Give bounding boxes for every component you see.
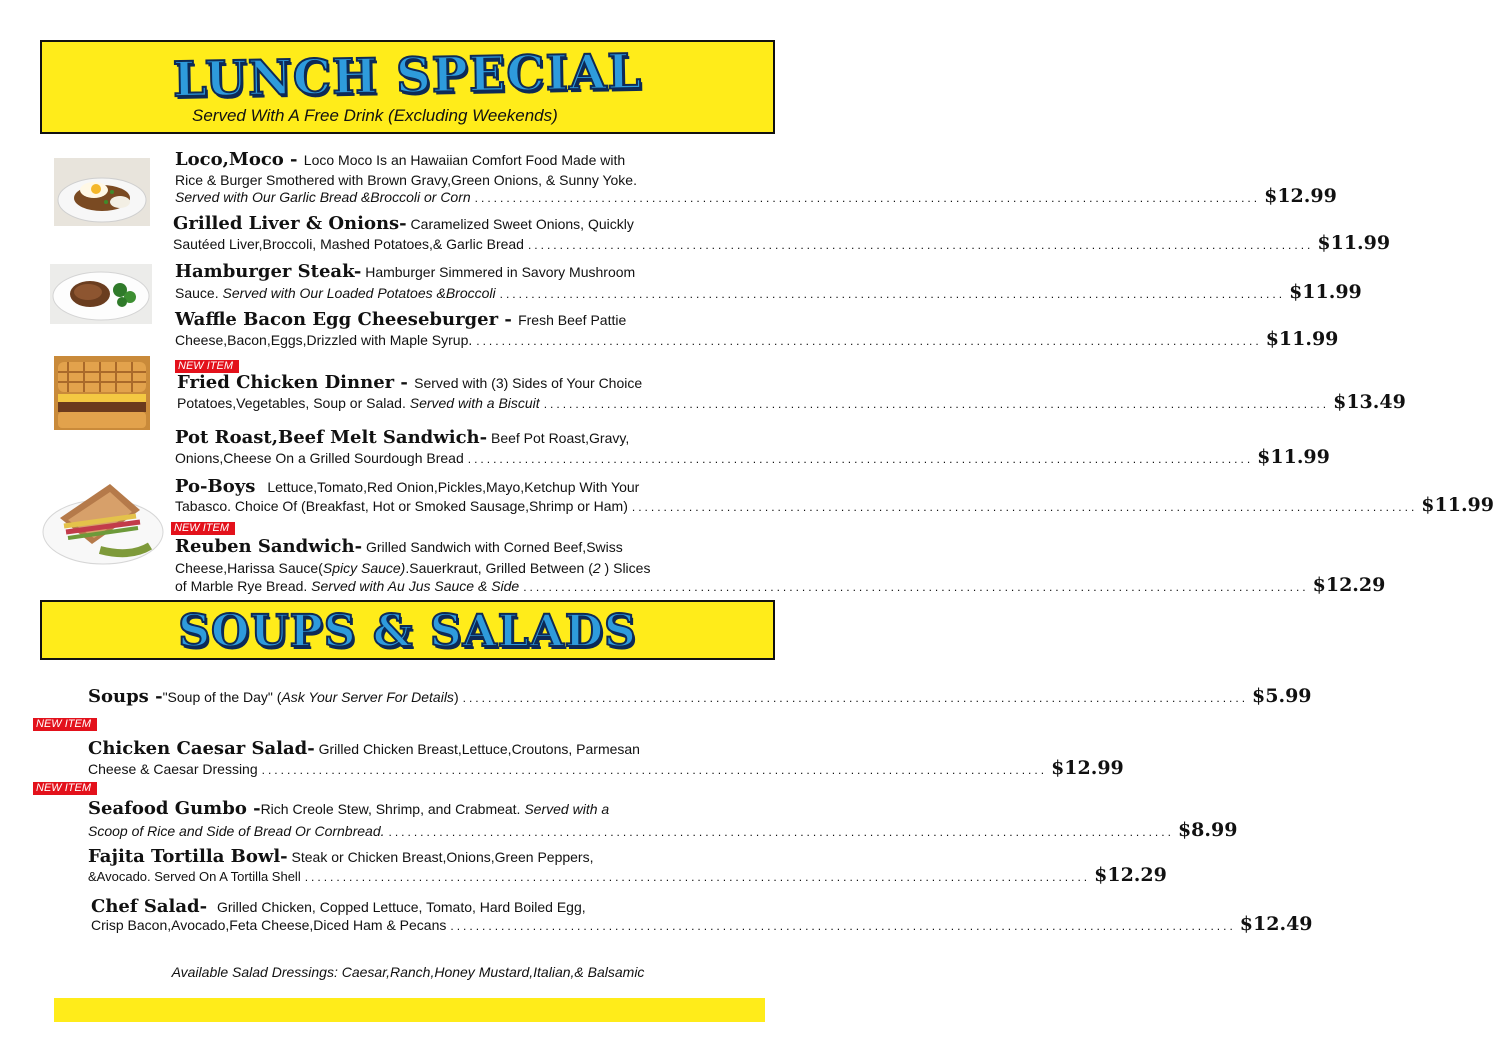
item-description: Lettuce,Tomato,Red Onion,Pickles,Mayo,Ketchup With Your bbox=[267, 479, 640, 495]
menu-item-chicken-caesar bbox=[88, 740, 640, 758]
item-price: $5.99 bbox=[1252, 685, 1312, 707]
dot-leader: ............................................................................................................................ bbox=[388, 825, 1174, 839]
dot-leader: ............................................................................................................................ bbox=[462, 691, 1249, 705]
hamburger-steak-photo bbox=[50, 264, 152, 324]
item-description: ) Slices bbox=[600, 560, 651, 576]
dot-leader: ............................................................................................................................ bbox=[523, 580, 1309, 594]
item-name: Soups - bbox=[88, 686, 163, 707]
item-description-italic: Spicy Sauce) bbox=[322, 560, 406, 576]
dot-leader: ............................................................................................................................ bbox=[543, 397, 1330, 411]
item-description-italic: 2 bbox=[592, 560, 601, 576]
item-description: Grilled Sandwich with Corned Beef,Swiss bbox=[362, 539, 623, 555]
item-price: $11.99 bbox=[1289, 281, 1362, 303]
item-description: Caramelized Sweet Onions, Quickly bbox=[406, 216, 634, 232]
menu-item-reuben bbox=[175, 538, 623, 556]
item-description: Potatoes,Vegetables, Soup or Salad. bbox=[177, 395, 410, 411]
item-price: $12.99 bbox=[1051, 757, 1124, 779]
item-description: Beef Pot Roast,Gravy, bbox=[487, 430, 630, 446]
item-name: Reuben Sandwich- bbox=[175, 536, 363, 557]
item-description: Cheese & Caesar Dressing bbox=[88, 761, 258, 777]
item-description: "Soup of the Day" ( bbox=[162, 689, 282, 705]
item-description: of Marble Rye Bread. bbox=[175, 578, 312, 594]
item-description: Tabasco. Choice Of (Breakfast, Hot or Smoked Sausage,Shrimp or Ham) bbox=[175, 498, 628, 514]
item-price-line bbox=[175, 574, 1386, 596]
item-description: Onions,Cheese On a Grilled Sourdough Bread bbox=[175, 450, 464, 466]
item-price: $12.99 bbox=[1264, 185, 1337, 207]
new-item-badge: NEW ITEM bbox=[171, 522, 235, 535]
menu-item-hamburger-steak bbox=[175, 263, 635, 281]
item-description: Cheese,Bacon,Eggs,Drizzled with Maple Syrup. bbox=[175, 332, 473, 348]
item-description: Rich Creole Stew, Shrimp, and Crabmeat. bbox=[260, 801, 525, 817]
item-description-line: Rice & Burger Smothered with Brown Gravy,Green Onions, & Sunny Yoke. bbox=[175, 172, 637, 188]
menu-item-po-boys bbox=[175, 478, 639, 496]
item-name: Waffle Bacon Egg Cheeseburger - bbox=[175, 309, 519, 330]
item-price-line bbox=[177, 391, 1406, 413]
item-description: .Sauerkraut, Grilled Between ( bbox=[405, 560, 593, 576]
item-name: Pot Roast,Beef Melt Sandwich- bbox=[175, 427, 488, 448]
menu-item-fried-chicken bbox=[177, 374, 642, 392]
menu-item-waffle-cheeseburger bbox=[175, 311, 626, 329]
dot-leader: ............................................................................................................................ bbox=[499, 287, 1286, 301]
item-description: Sauce. bbox=[175, 285, 223, 301]
item-description-italic: Served with Au Jus Sauce & Side bbox=[311, 578, 520, 594]
item-price: $11.99 bbox=[1421, 494, 1494, 516]
soups-salads-title: SOUPS & SALADS bbox=[178, 606, 637, 657]
item-price: $8.99 bbox=[1177, 819, 1238, 841]
menu-item-seafood-gumbo bbox=[88, 800, 609, 818]
item-description-italic: Ask Your Server For Details bbox=[281, 689, 454, 705]
item-description-italic: Scoop of Rice and Side of Bread Or Cornbread. bbox=[88, 823, 385, 839]
menu-item-soups bbox=[88, 685, 1312, 707]
item-name: Chef Salad- bbox=[91, 896, 208, 917]
item-price: $11.99 bbox=[1265, 328, 1339, 350]
footer-bar bbox=[54, 998, 765, 1022]
waffle-cheeseburger-photo bbox=[54, 356, 150, 430]
item-price-line bbox=[175, 185, 1337, 207]
item-description: &Avocado. Served On A Tortilla Shell bbox=[88, 869, 301, 884]
lunch-special-subtitle: Served With A Free Drink (Excluding Weekends) bbox=[192, 106, 558, 125]
dot-leader: ............................................................................................................................ bbox=[476, 334, 1262, 348]
menu-item-loco-moco bbox=[175, 151, 625, 169]
dot-leader: ............................................................................................................................ bbox=[450, 919, 1236, 933]
item-price-line bbox=[175, 281, 1362, 303]
item-description: Cheese,Harissa Sauce( bbox=[175, 560, 323, 576]
item-name: Chicken Caesar Salad- bbox=[88, 738, 315, 759]
item-description: Fresh Beef Pattie bbox=[518, 312, 627, 328]
item-price-line bbox=[175, 494, 1494, 516]
menu-item-fajita-bowl bbox=[88, 848, 593, 866]
new-item-badge: NEW ITEM bbox=[33, 718, 97, 731]
item-description: Grilled Chicken Breast,Lettuce,Croutons, Parmesan bbox=[314, 741, 640, 757]
item-price-line bbox=[175, 446, 1330, 468]
new-item-badge: NEW ITEM bbox=[33, 782, 97, 795]
item-description: Grilled Chicken, Copped Lettuce, Tomato, Hard Boiled Egg, bbox=[213, 899, 586, 915]
item-price: $12.49 bbox=[1239, 913, 1313, 935]
item-description-italic: Served with a bbox=[524, 801, 610, 817]
item-name: Hamburger Steak- bbox=[175, 261, 362, 282]
item-name: Fried Chicken Dinner - bbox=[177, 372, 415, 393]
item-description: Steak or Chicken Breast,Onions,Green Peppers, bbox=[287, 849, 594, 865]
loco-moco-photo bbox=[54, 158, 150, 226]
item-price: $11.99 bbox=[1317, 232, 1391, 254]
dot-leader: ............................................................................................................................ bbox=[261, 763, 1048, 777]
item-description: Served with Our Garlic Bread &Broccoli or Corn bbox=[175, 189, 471, 205]
item-price-line bbox=[88, 864, 1167, 886]
menu-item-grilled-liver bbox=[173, 215, 634, 233]
item-name: Po-Boys bbox=[175, 476, 256, 497]
item-price: $12.29 bbox=[1312, 574, 1386, 596]
reuben-sandwich-photo bbox=[40, 470, 166, 568]
dot-leader: ............................................................................................................................ bbox=[527, 238, 1314, 252]
item-description: Sautéed Liver,Broccoli, Mashed Potatoes,& Garlic Bread bbox=[173, 236, 524, 252]
item-price-line bbox=[88, 757, 1124, 779]
dot-leader: ............................................................................................................................ bbox=[467, 452, 1254, 466]
item-name: Grilled Liver & Onions- bbox=[173, 213, 407, 234]
item-price: $12.29 bbox=[1094, 864, 1167, 886]
item-name: Seafood Gumbo - bbox=[88, 798, 261, 819]
dot-leader: ............................................................................................................................ bbox=[631, 500, 1418, 514]
item-price-line bbox=[88, 819, 1238, 841]
item-price-line bbox=[91, 913, 1313, 935]
lunch-special-banner bbox=[40, 40, 775, 134]
item-description: Loco Moco Is an Hawaiian Comfort Food Made with bbox=[303, 152, 626, 168]
dot-leader: ............................................................................................................................ bbox=[304, 870, 1091, 884]
menu-item-chef-salad bbox=[91, 898, 586, 916]
item-description: Hamburger Simmered in Savory Mushroom bbox=[361, 264, 636, 280]
new-item-badge: NEW ITEM bbox=[175, 360, 239, 373]
item-description-italic: Served with Our Loaded Potatoes &Broccoli bbox=[222, 285, 496, 301]
item-price: $13.49 bbox=[1333, 391, 1406, 413]
item-description-italic: Served with a Biscuit bbox=[409, 395, 540, 411]
item-description: Served with (3) Sides of Your Choice bbox=[414, 375, 643, 391]
item-price-line bbox=[173, 232, 1391, 254]
item-price: $11.99 bbox=[1257, 446, 1330, 468]
salad-dressings-note: Available Salad Dressings: Caesar,Ranch,Honey Mustard,Italian,& Balsamic bbox=[171, 964, 645, 980]
menu-item-pot-roast bbox=[175, 429, 629, 447]
item-name: Fajita Tortilla Bowl- bbox=[88, 846, 288, 867]
item-name: Loco,Moco - bbox=[175, 149, 304, 170]
item-description: ) bbox=[453, 689, 459, 705]
item-description-line bbox=[175, 560, 650, 577]
lunch-special-title: LUNCH SPECIAL bbox=[172, 43, 643, 109]
dot-leader: ............................................................................................................................ bbox=[474, 191, 1261, 205]
item-price-line bbox=[175, 328, 1339, 350]
item-description: Crisp Bacon,Avocado,Feta Cheese,Diced Ham & Pecans bbox=[91, 917, 447, 933]
soups-salads-banner bbox=[40, 600, 775, 660]
